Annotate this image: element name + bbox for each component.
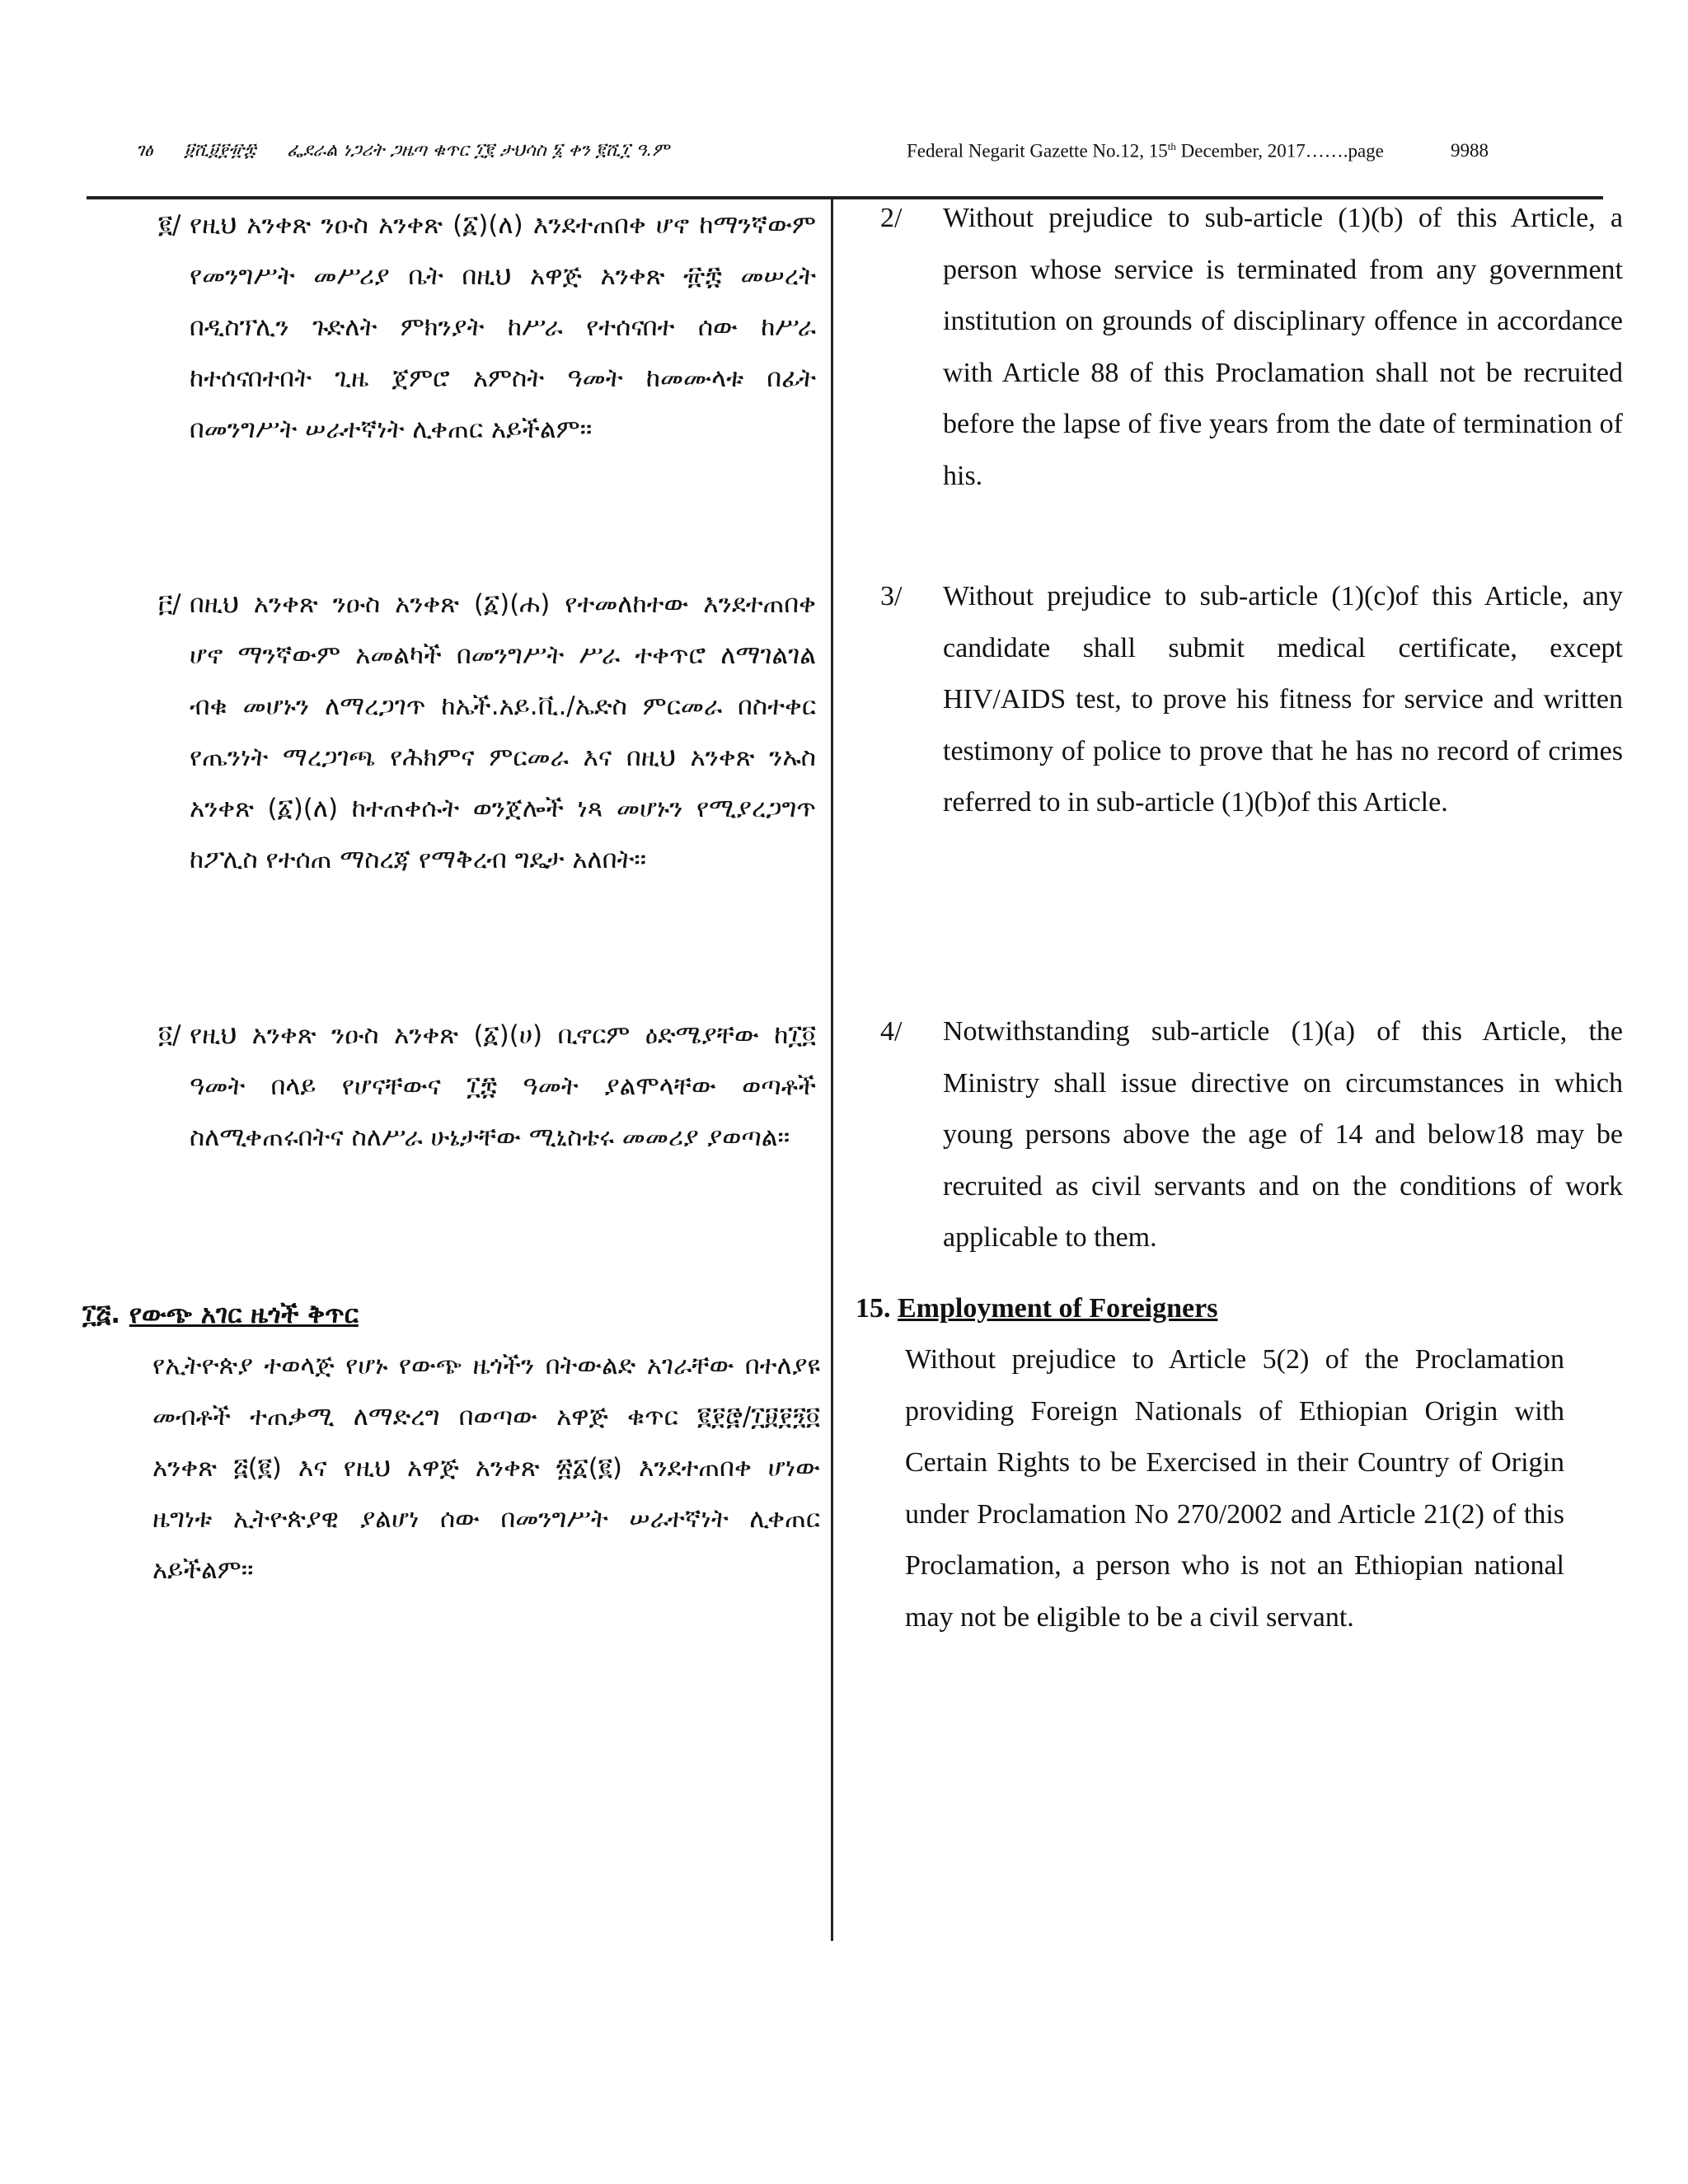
english-subarticle-number: 3/ bbox=[880, 581, 903, 612]
amharic-section-heading bbox=[82, 1289, 359, 1340]
amharic-subarticle-text: የዚህ አንቀጽ ንዑስ አንቀጽ (፩)(ሀ) ቢኖርም ዕድሜያቸው ከ፲፬ ዓመት በላይ የሆናቸውና ፲፰ ዓመት ያልሞላቸው ወጣቶች ስለሚቀጠሩበትና ስለሥራ ሁኔታቸው ሚኒስቴሩ መመሪያ ያወጣል፡፡ bbox=[190, 1020, 816, 1152]
english-section-heading bbox=[856, 1283, 1217, 1335]
amharic-subarticle-number: ፪/ bbox=[158, 210, 181, 240]
english-section-title: Employment of Foreigners bbox=[898, 1293, 1218, 1324]
amharic-subarticle-text: የዚህ አንቀጽ ንዑስ አንቀጽ (፩)(ለ) እንደተጠበቀ ሆኖ ከማንኛውም የመንግሥት መሥሪያ ቤት በዚህ አዋጅ አንቀጽ ፹፰ መሠረት በዲስፕሊን ጉድለት ምክንያት ከሥራ የተሰናበተ ሰው ከሥራ ከተሰናበተበት ጊዜ ጀምሮ አምስት ዓመት ከመሙላቱ በፊት በመንግሥት ሠራተኛነት ሊቀጠር አይችልም፡፡ bbox=[190, 210, 816, 444]
amharic-subarticle-text: በዚህ አንቀጽ ንዑስ አንቀጽ (፩)(ሐ) የተመለከተው እንደተጠበቀ ሆኖ ማንኛውም አመልካች በመንግሥት ሥራ ተቀጥሮ ለማገልገል ብቁ መሆኑን ለማረጋገጥ ከኤች.አይ.ቪ./ኤድስ ምርመራ በስተቀር የጤንነት ማረጋገጫ የሕክምና ምርመራ እና በዚህ አንቀጽ ንኡስ አንቀጽ (፩)(ለ) ከተጠቀሱት ወንጀሎች ነጻ መሆኑን የሚያረጋግጥ ከፖሊስ የተሰጠ ማስረጃ የማቅረብ ግዴታ አለበት፡፡ bbox=[190, 589, 816, 874]
english-subarticle-text: Without prejudice to sub-article (1)(c)of this Article, any candidate shall submit medical certificate, except HIV/AIDS test, to prove his fitness for service and written testimony of police to prove that he has no record of crimes referred to in sub-article (1)(b)of this Article. bbox=[943, 581, 1623, 818]
amharic-running-header bbox=[136, 140, 701, 173]
english-section-number: 15. bbox=[856, 1293, 891, 1324]
english-running-header bbox=[907, 140, 1384, 173]
amharic-subarticle-number: ፬/ bbox=[158, 1020, 181, 1050]
amharic-subarticle-number: ፫/ bbox=[158, 589, 181, 619]
english-subarticle-text: Without prejudice to sub-article (1)(b) of this Article, a person whose service is terminated from any government institution on grounds of disciplinary offence in accordance with Article 88 of this Proclamation shall not be recruited before the lapse of five years from the date of termination of his. bbox=[943, 203, 1623, 491]
english-section-text: Without prejudice to Article 5(2) of the Proclamation providing Foreign Nationals of Ethiopian Origin with Certain Rights to be Exercised in their Country of Origin under Proclamation No 270/2002 and Article 21(2) of this Proclamation, a person who is not an Ethiopian national may not be eligible to be a civil servant. bbox=[905, 1344, 1564, 1633]
english-page-number: 9988 bbox=[1451, 140, 1489, 161]
english-gazette-title-b: December, 2017…….page bbox=[1175, 140, 1384, 162]
amharic-page-label: ገፅ bbox=[136, 140, 153, 161]
amharic-section-title: የውጭ አገር ዜጎች ቅጥር bbox=[129, 1300, 359, 1329]
english-subarticle-number: 4/ bbox=[880, 1016, 903, 1047]
amharic-section-number: ፲፭. bbox=[82, 1300, 121, 1329]
amharic-page-number: ፱ሺ፱፻፹፰ bbox=[184, 140, 256, 161]
amharic-gazette-title: ፌደራል ነጋሪት ጋዜጣ ቁጥር ፲፪ ታህሳስ ፮ ቀን ፪ሺ፲ ዓ.ም bbox=[287, 140, 669, 161]
column-divider bbox=[831, 198, 833, 1941]
english-subarticle-number: 2/ bbox=[880, 203, 903, 233]
english-subarticle-text: Notwithstanding sub-article (1)(a) of this Article, the Ministry shall issue directive on circumstances in which young persons above the age of 14 and below18 may be recruited as civil servants and on the conditions of work applicable to them. bbox=[943, 1016, 1623, 1253]
english-date-suffix: th bbox=[1167, 140, 1176, 152]
english-gazette-title-a: Federal Negarit Gazette No.12, 15 bbox=[907, 140, 1168, 162]
amharic-section-text: የኢትዮጵያ ተወላጅ የሆኑ የውጭ ዜጎችን በትውልድ አገራቸው በተለያዩ መብቶች ተጠቃሚ ለማድረግ በወጣው አዋጅ ቁጥር ፪፻፸/፲፱፻፺፬ አንቀጽ ፭(፪) እና የዚህ አዋጅ አንቀጽ ፳፩(፪) እንደተጠበቀ ሆነው ዜግነቱ ኢትዮጵያዊ ያልሆነ ሰው በመንግሥት ሠራተኛነት ሊቀጠር አይችልም፡፡ bbox=[152, 1351, 820, 1585]
